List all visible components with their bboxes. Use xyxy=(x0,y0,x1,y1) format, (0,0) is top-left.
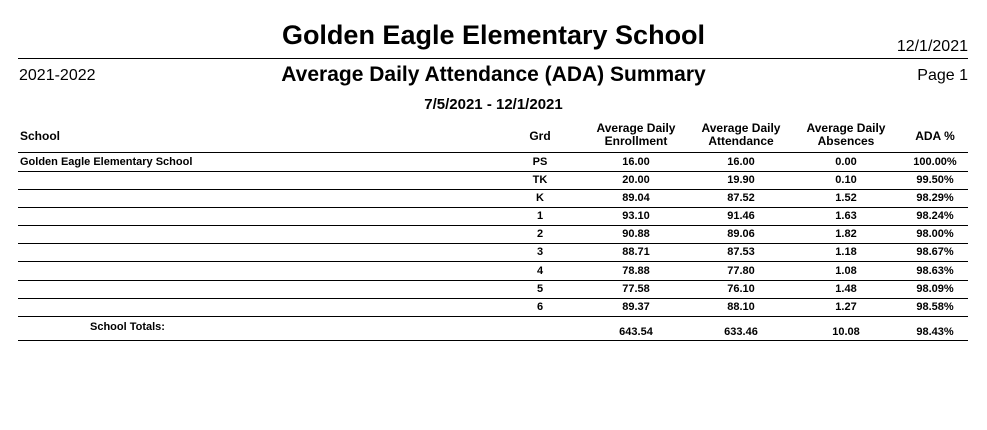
row-divider xyxy=(18,316,968,317)
col-header-enrollment-line2: Enrollment xyxy=(604,134,668,148)
col-header-attendance-line2: Attendance xyxy=(708,134,774,148)
cell-absences: 1.27 xyxy=(835,301,857,313)
table-row xyxy=(0,244,987,262)
cell-attendance: 88.10 xyxy=(727,301,755,313)
col-header-absences-line1: Average Daily xyxy=(806,121,886,135)
col-header-attendance-line1: Average Daily xyxy=(701,121,781,135)
cell-enrollment: 88.71 xyxy=(622,246,650,258)
run-date: 12/1/2021 xyxy=(896,38,968,55)
cell-grade: 3 xyxy=(536,246,544,258)
cell-enrollment: 93.10 xyxy=(622,210,650,222)
cell-absences: 1.63 xyxy=(835,210,857,222)
table-row xyxy=(0,172,987,190)
cell-ada-pct: 98.63% xyxy=(916,265,954,277)
cell-ada-pct: 98.58% xyxy=(916,301,954,313)
cell-grade: 6 xyxy=(536,301,544,313)
cell-attendance: 16.00 xyxy=(727,156,755,168)
table-row xyxy=(0,226,987,244)
table-row xyxy=(0,281,987,299)
table-row xyxy=(0,263,987,281)
school-name-title: Golden Eagle Elementary School xyxy=(281,20,706,50)
school-year: 2021-2022 xyxy=(19,67,96,84)
cell-school: Golden Eagle Elementary School xyxy=(20,156,193,168)
cell-grade: TK xyxy=(532,174,548,186)
cell-ada-pct: 98.67% xyxy=(916,246,954,258)
cell-enrollment: 78.88 xyxy=(622,265,650,277)
col-header-attendance xyxy=(691,122,791,148)
cell-absences: 0.00 xyxy=(835,156,857,168)
col-header-absences-line2: Absences xyxy=(817,134,875,148)
cell-enrollment: 77.58 xyxy=(622,283,650,295)
cell-ada-pct: 100.00% xyxy=(913,156,957,168)
cell-attendance: 87.53 xyxy=(727,246,755,258)
page-number: Page 1 xyxy=(917,67,968,84)
cell-ada-pct: 98.09% xyxy=(916,283,954,295)
cell-grade: 2 xyxy=(536,228,544,240)
table-row xyxy=(0,154,987,172)
cell-grade: 5 xyxy=(536,283,544,295)
col-header-absences xyxy=(796,122,896,148)
total-enrollment: 643.54 xyxy=(619,326,653,338)
cell-enrollment: 89.37 xyxy=(622,301,650,313)
cell-grade: PS xyxy=(532,156,548,168)
col-header-school: School xyxy=(20,129,61,143)
totals-label: School Totals: xyxy=(90,321,165,333)
col-header-enrollment xyxy=(586,122,686,148)
header-rule-bottom xyxy=(18,152,968,153)
cell-grade: 1 xyxy=(536,210,544,222)
date-range: 7/5/2021 - 12/1/2021 xyxy=(424,96,563,113)
total-ada-pct: 98.43% xyxy=(916,326,954,338)
totals-rule xyxy=(18,340,968,341)
cell-ada-pct: 98.00% xyxy=(916,228,954,240)
cell-absences: 1.08 xyxy=(835,265,857,277)
total-absences: 10.08 xyxy=(832,326,860,338)
col-header-grade: Grd xyxy=(529,129,551,143)
cell-absences: 1.18 xyxy=(835,246,857,258)
row-divider xyxy=(18,261,968,262)
cell-ada-pct: 99.50% xyxy=(916,174,954,186)
cell-absences: 1.82 xyxy=(835,228,857,240)
cell-enrollment: 16.00 xyxy=(622,156,650,168)
cell-attendance: 91.46 xyxy=(727,210,755,222)
cell-enrollment: 89.04 xyxy=(622,192,650,204)
cell-attendance: 77.80 xyxy=(727,265,755,277)
cell-ada-pct: 98.24% xyxy=(916,210,954,222)
col-header-enrollment-line1: Average Daily xyxy=(596,121,676,135)
cell-attendance: 87.52 xyxy=(727,192,755,204)
cell-ada-pct: 98.29% xyxy=(916,192,954,204)
total-attendance: 633.46 xyxy=(724,326,758,338)
table-row xyxy=(0,299,987,317)
col-header-ada-pct: ADA % xyxy=(915,129,955,143)
report-title: Average Daily Attendance (ADA) Summary xyxy=(281,63,706,86)
cell-absences: 1.48 xyxy=(835,283,857,295)
cell-absences: 1.52 xyxy=(835,192,857,204)
cell-grade: 4 xyxy=(536,265,544,277)
cell-enrollment: 90.88 xyxy=(622,228,650,240)
cell-grade: K xyxy=(536,192,544,204)
cell-attendance: 76.10 xyxy=(727,283,755,295)
cell-absences: 0.10 xyxy=(835,174,857,186)
table-row xyxy=(0,190,987,208)
table-row xyxy=(0,208,987,226)
cell-attendance: 19.90 xyxy=(727,174,755,186)
cell-enrollment: 20.00 xyxy=(622,174,650,186)
header-rule-top xyxy=(18,58,968,59)
cell-attendance: 89.06 xyxy=(727,228,755,240)
